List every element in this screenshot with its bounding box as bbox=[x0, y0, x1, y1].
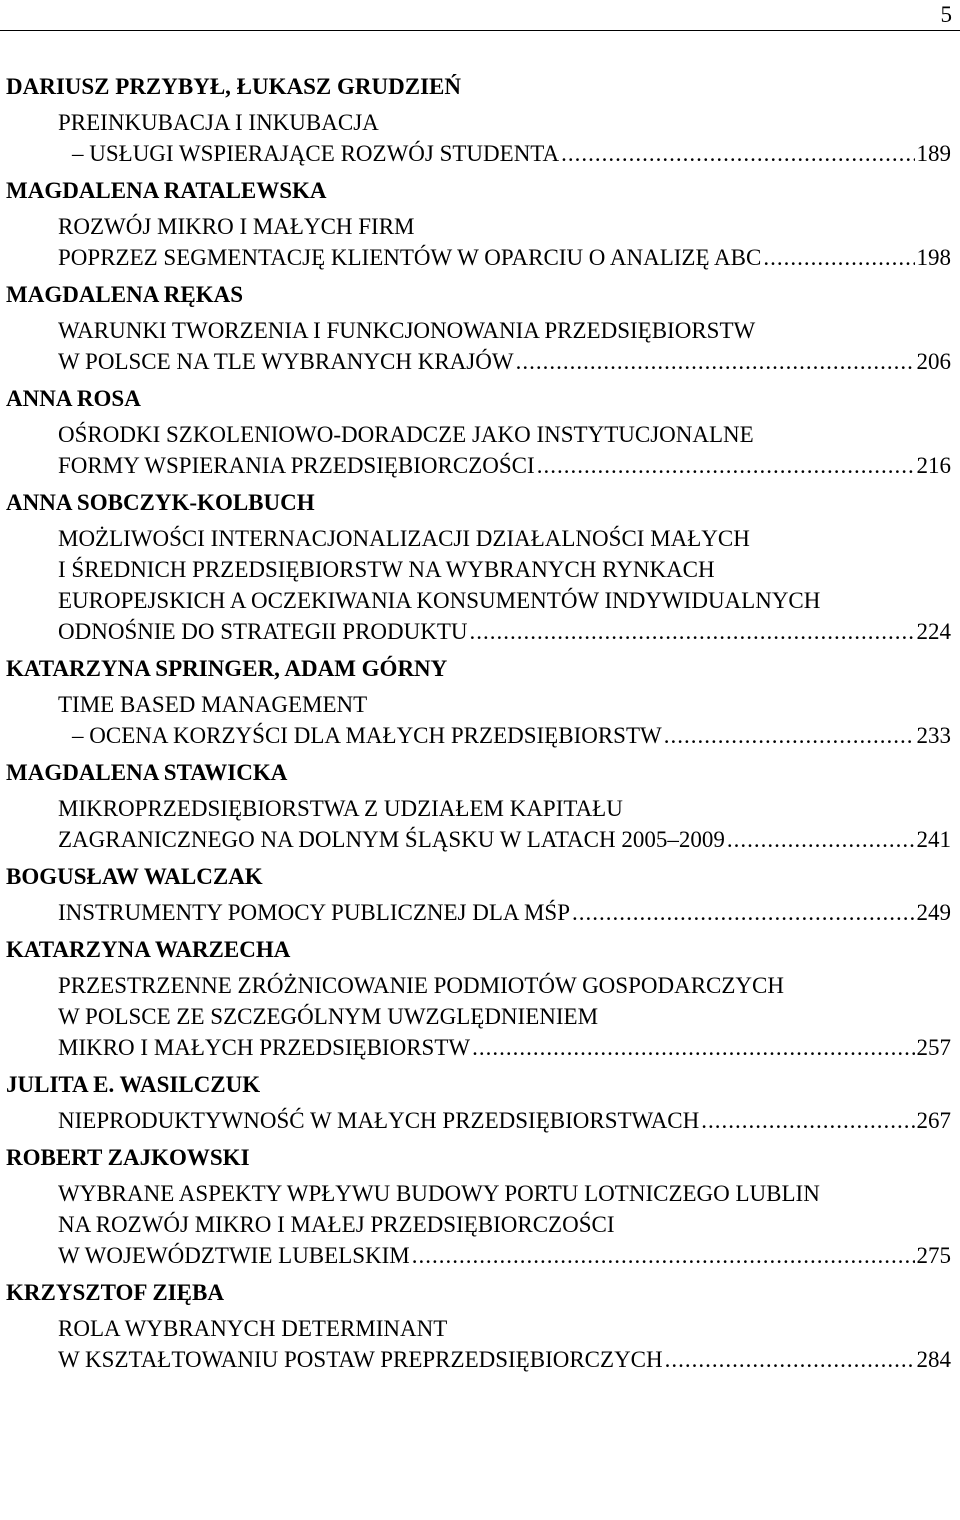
dot-leader bbox=[727, 824, 915, 855]
entry-title-line: WYBRANE ASPEKTY WPŁYWU BUDOWY PORTU LOTNICZEGO LUBLIN bbox=[58, 1181, 820, 1206]
toc-entry bbox=[6, 280, 951, 377]
dot-leader bbox=[472, 1032, 914, 1063]
entry-page-number: 198 bbox=[916, 245, 951, 270]
dot-leader bbox=[516, 346, 915, 377]
toc-entry bbox=[6, 654, 951, 751]
entry-page-number: 257 bbox=[916, 1035, 951, 1060]
entry-title-line: TIME BASED MANAGEMENT bbox=[58, 692, 368, 717]
entry-title-last-line bbox=[58, 1032, 951, 1063]
entry-title-last-line bbox=[58, 616, 951, 647]
entry-title-last-line bbox=[58, 897, 951, 928]
entry-title-line: MIKROPRZEDSIĘBIORSTWA Z UDZIAŁEM KAPITAŁU bbox=[58, 796, 623, 821]
entry-page-number: 233 bbox=[916, 723, 951, 748]
entry-title-last-line bbox=[58, 138, 951, 169]
entry-page-number: 275 bbox=[916, 1243, 951, 1268]
entry-title-text: NIEPRODUKTYWNOŚĆ W MAŁYCH PRZEDSIĘBIORSTWACH bbox=[58, 1108, 700, 1133]
toc-entry bbox=[6, 176, 951, 273]
entry-title-text: W POLSCE NA TLE WYBRANYCH KRAJÓW bbox=[58, 349, 514, 374]
entry-page-number: 224 bbox=[916, 619, 951, 644]
entry-title-text: W KSZTAŁTOWANIU POSTAW PREPRZEDSIĘBIORCZYCH bbox=[58, 1347, 663, 1372]
entry-title-last-line bbox=[58, 450, 951, 481]
entry-page-number: 216 bbox=[916, 453, 951, 478]
entry-page-number: 249 bbox=[916, 900, 951, 925]
entry-title-last-line bbox=[58, 720, 951, 751]
entry-author: DARIUSZ PRZYBYŁ, ŁUKASZ GRUDZIEŃ bbox=[6, 74, 461, 99]
entry-author: KATARZYNA WARZECHA bbox=[6, 937, 291, 962]
toc-entry bbox=[6, 1070, 951, 1136]
entry-title-text: POPRZEZ SEGMENTACJĘ KLIENTÓW W OPARCIU O ANALIZĘ ABC bbox=[58, 245, 762, 270]
dot-leader bbox=[412, 1240, 915, 1271]
toc-entry bbox=[6, 935, 951, 1063]
entry-title-line: PRZESTRZENNE ZRÓŻNICOWANIE PODMIOTÓW GOSPODARCZYCH bbox=[58, 973, 784, 998]
toc-entry bbox=[6, 1143, 951, 1271]
entry-author: KATARZYNA SPRINGER, ADAM GÓRNY bbox=[6, 656, 448, 681]
entry-page-number: 206 bbox=[916, 349, 951, 374]
entry-title-line: NA ROZWÓJ MIKRO I MAŁEJ PRZEDSIĘBIORCZOŚCI bbox=[58, 1212, 615, 1237]
dot-leader bbox=[572, 897, 914, 928]
entry-title-last-line bbox=[58, 1105, 951, 1136]
entry-author: BOGUSŁAW WALCZAK bbox=[6, 864, 263, 889]
entry-page-number: 267 bbox=[916, 1108, 951, 1133]
table-of-contents bbox=[6, 72, 951, 1382]
entry-title-last-line bbox=[58, 1240, 951, 1271]
entry-title-last-line bbox=[58, 242, 951, 273]
dot-leader bbox=[537, 450, 915, 481]
entry-title-last-line bbox=[58, 1344, 951, 1375]
entry-page-number: 284 bbox=[916, 1347, 951, 1372]
toc-entry bbox=[6, 488, 951, 647]
toc-entry bbox=[6, 862, 951, 928]
toc-entry bbox=[6, 72, 951, 169]
entry-title-text: W WOJEWÓDZTWIE LUBELSKIM bbox=[58, 1243, 410, 1268]
dot-leader bbox=[470, 616, 915, 647]
entry-author: MAGDALENA STAWICKA bbox=[6, 760, 288, 785]
entry-title-text: – USŁUGI WSPIERAJĄCE ROZWÓJ STUDENTA bbox=[72, 141, 560, 166]
dot-leader bbox=[665, 1344, 915, 1375]
entry-title-line: W POLSCE ZE SZCZEGÓLNYM UWZGLĘDNIENIEM bbox=[58, 1004, 599, 1029]
toc-entry bbox=[6, 384, 951, 481]
dot-leader bbox=[561, 138, 914, 169]
entry-title-text: ZAGRANICZNEGO NA DOLNYM ŚLĄSKU W LATACH 2005–2009 bbox=[58, 827, 725, 852]
entry-title-text: INSTRUMENTY POMOCY PUBLICZNEJ DLA MŚP bbox=[58, 900, 571, 925]
page-number: 5 bbox=[940, 2, 952, 27]
dot-leader bbox=[701, 1105, 914, 1136]
entry-author: ROBERT ZAJKOWSKI bbox=[6, 1145, 250, 1170]
entry-author: KRZYSZTOF ZIĘBA bbox=[6, 1280, 224, 1305]
entry-title-text: ODNOŚNIE DO STRATEGII PRODUKTU bbox=[58, 619, 468, 644]
toc-entry bbox=[6, 758, 951, 855]
entry-title-text: – OCENA KORZYŚCI DLA MAŁYCH PRZEDSIĘBIORSTW bbox=[72, 723, 662, 748]
dot-leader bbox=[763, 242, 914, 273]
toc-entry bbox=[6, 1278, 951, 1375]
entry-page-number: 241 bbox=[916, 827, 951, 852]
entry-title-line: WARUNKI TWORZENIA I FUNKCJONOWANIA PRZEDSIĘBIORSTW bbox=[58, 318, 756, 343]
entry-title-text: MIKRO I MAŁYCH PRZEDSIĘBIORSTW bbox=[58, 1035, 471, 1060]
entry-title-last-line bbox=[58, 824, 951, 855]
entry-author: MAGDALENA RATALEWSKA bbox=[6, 178, 327, 203]
entry-page-number: 189 bbox=[916, 141, 951, 166]
entry-title-last-line bbox=[58, 346, 951, 377]
dot-leader bbox=[664, 720, 915, 751]
entry-author: MAGDALENA RĘKAS bbox=[6, 282, 244, 307]
entry-title-line: PREINKUBACJA I INKUBACJA bbox=[58, 110, 379, 135]
entry-title-line: EUROPEJSKICH A OCZEKIWANIA KONSUMENTÓW INDYWIDUALNYCH bbox=[58, 588, 821, 613]
entry-author: ANNA ROSA bbox=[6, 386, 141, 411]
entry-author: JULITA E. WASILCZUK bbox=[6, 1072, 261, 1097]
entry-title-line: OŚRODKI SZKOLENIOWO-DORADCZE JAKO INSTYTUCJONALNE bbox=[58, 422, 754, 447]
header-rule bbox=[0, 30, 960, 31]
entry-title-line: MOŻLIWOŚCI INTERNACJONALIZACJI DZIAŁALNOŚCI MAŁYCH bbox=[58, 526, 750, 551]
entry-title-line: I ŚREDNICH PRZEDSIĘBIORSTW NA WYBRANYCH RYNKACH bbox=[58, 557, 715, 582]
entry-author: ANNA SOBCZYK-KOLBUCH bbox=[6, 490, 315, 515]
entry-title-text: FORMY WSPIERANIA PRZEDSIĘBIORCZOŚCI bbox=[58, 453, 535, 478]
entry-title-line: ROZWÓJ MIKRO I MAŁYCH FIRM bbox=[58, 214, 415, 239]
entry-title-line: ROLA WYBRANYCH DETERMINANT bbox=[58, 1316, 448, 1341]
